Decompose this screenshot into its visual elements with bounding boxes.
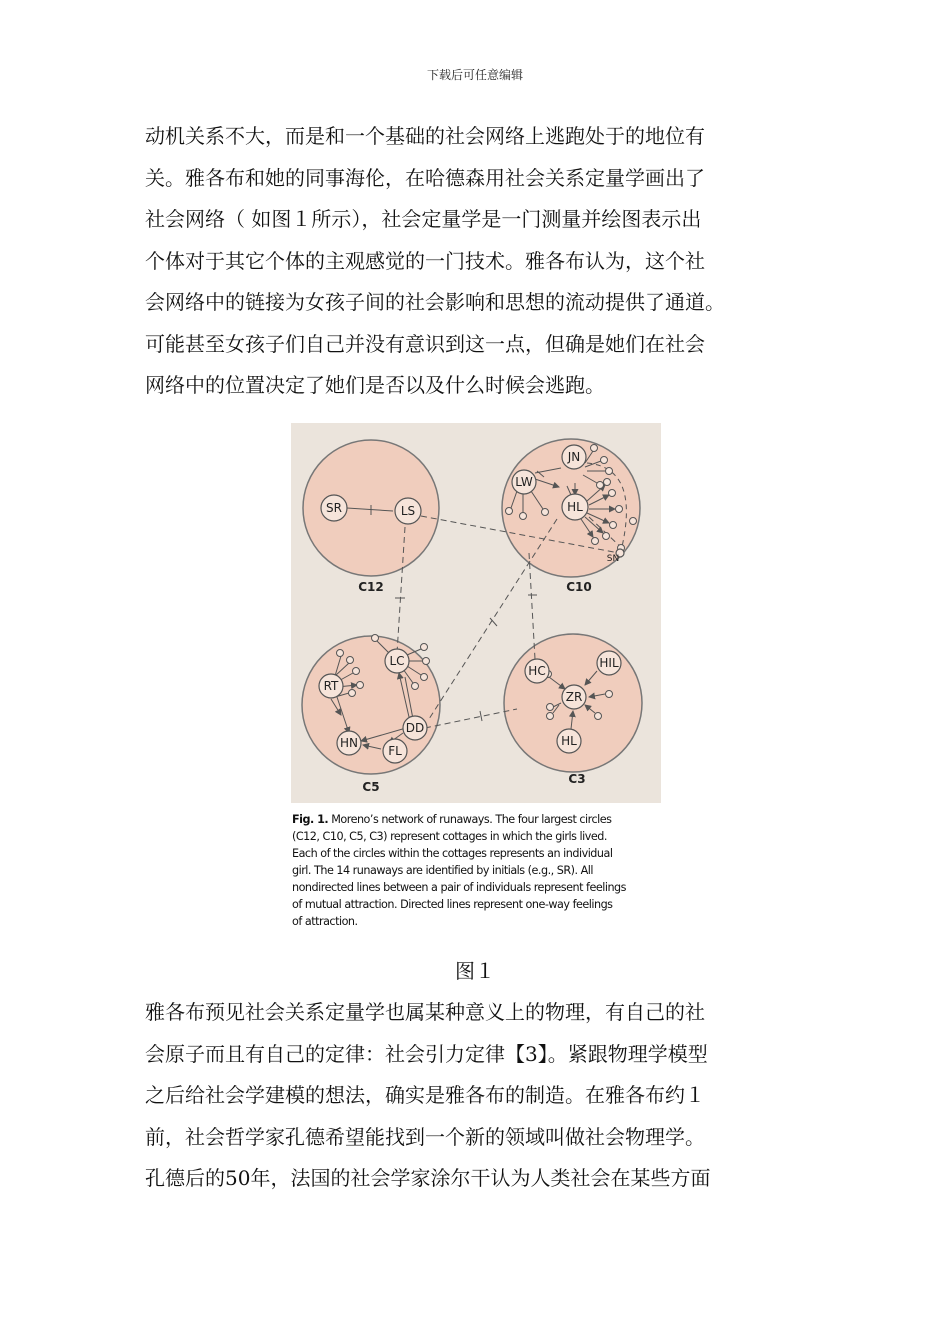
page-header: 下载后可任意编辑 [426, 68, 523, 82]
caption-line: (C12, C10, C5, C3) represent cottages in which the girls lived. [292, 830, 607, 843]
node-hc: HC [528, 664, 546, 678]
node-hl-c3: HL [561, 734, 577, 748]
node-dd: DD [405, 721, 425, 735]
network-svg [291, 423, 661, 803]
node-sr: SR [326, 501, 342, 515]
node-jn: JN [567, 450, 581, 464]
caption-line: Moreno’s network of runaways. The four largest circles [328, 813, 612, 826]
body-paragraph-2 [145, 992, 825, 1200]
text-line: 关。雅各布和她的同事海伦，在哈德森用社会关系定量学画出了 [145, 165, 705, 190]
node-fl: FL [388, 744, 402, 758]
caption-line: of attraction. [292, 915, 358, 928]
caption-line: girl. The 14 runaways are identified by initials (e.g., SR). All [292, 864, 593, 877]
node-hl-c10: HL [567, 500, 583, 514]
text-line: 前，社会哲学家孔德希望能找到一个新的领域叫做社会物理学。 [145, 1124, 705, 1149]
text-line: 孔德后的50年，法国的社会学家涂尔干认为人类社会在某些方面 [145, 1166, 711, 1190]
node-zr: ZR [565, 690, 583, 704]
text-line: 可能甚至女孩子们自己并没有意识到这一点，但确是她们在社会 [145, 331, 705, 356]
node-ls: LS [400, 504, 416, 518]
text-line: 会网络中的链接为女孩子间的社会影响和思想的流动提供了通道。 [145, 290, 725, 314]
text-line: 个体对于其它个体的主观感觉的一门技术。雅各布认为，这个社 [145, 248, 705, 273]
text-line: 社会网络（ 如图１所示），社会定量学是一门测量并绘图表示出 [145, 207, 702, 231]
caption-line: nondirected lines between a pair of individuals represent feelings [292, 881, 626, 894]
network-figure [291, 423, 661, 931]
caption-line: Each of the circles within the cottages represents an individual [292, 847, 613, 860]
caption-line: of mutual attraction. Directed lines represent one-way feelings [292, 898, 613, 911]
cottage-c12-label: C12 [358, 580, 384, 594]
cottage-c10-label: C10 [566, 580, 592, 594]
caption-label: Fig. 1. [292, 813, 329, 826]
network-diagram [291, 423, 661, 803]
figure-title: 图１ [455, 959, 495, 983]
text-line: 会原子而且有自己的定律：社会引力定律【3】。紧跟物理学模型 [145, 1041, 708, 1066]
cottage-c5-circle [302, 636, 440, 774]
node-lc: LC [389, 654, 405, 668]
text-line: 网络中的位置决定了她们是否以及什么时候会逃跑。 [145, 373, 605, 397]
figure-caption [292, 811, 664, 930]
text-line: 动机关系不大，而是和一个基础的社会网络上逃跑处于的地位有 [145, 124, 705, 148]
cottage-c3-label: C3 [568, 772, 586, 786]
text-line: 之后给社会学建模的想法，确实是雅各布的制造。在雅各布约１ [145, 1083, 705, 1107]
node-lw: LW [515, 475, 533, 489]
node-hil: HIL [599, 656, 619, 670]
text-line: 雅各布预见社会关系定量学也属某种意义上的物理，有自己的社 [145, 1000, 705, 1024]
body-paragraph-1 [145, 116, 825, 407]
node-hn: HN [340, 736, 358, 750]
node-rt: RT [323, 679, 339, 693]
node-sn: SN [606, 554, 620, 564]
cottage-c5-label: C5 [362, 780, 380, 794]
